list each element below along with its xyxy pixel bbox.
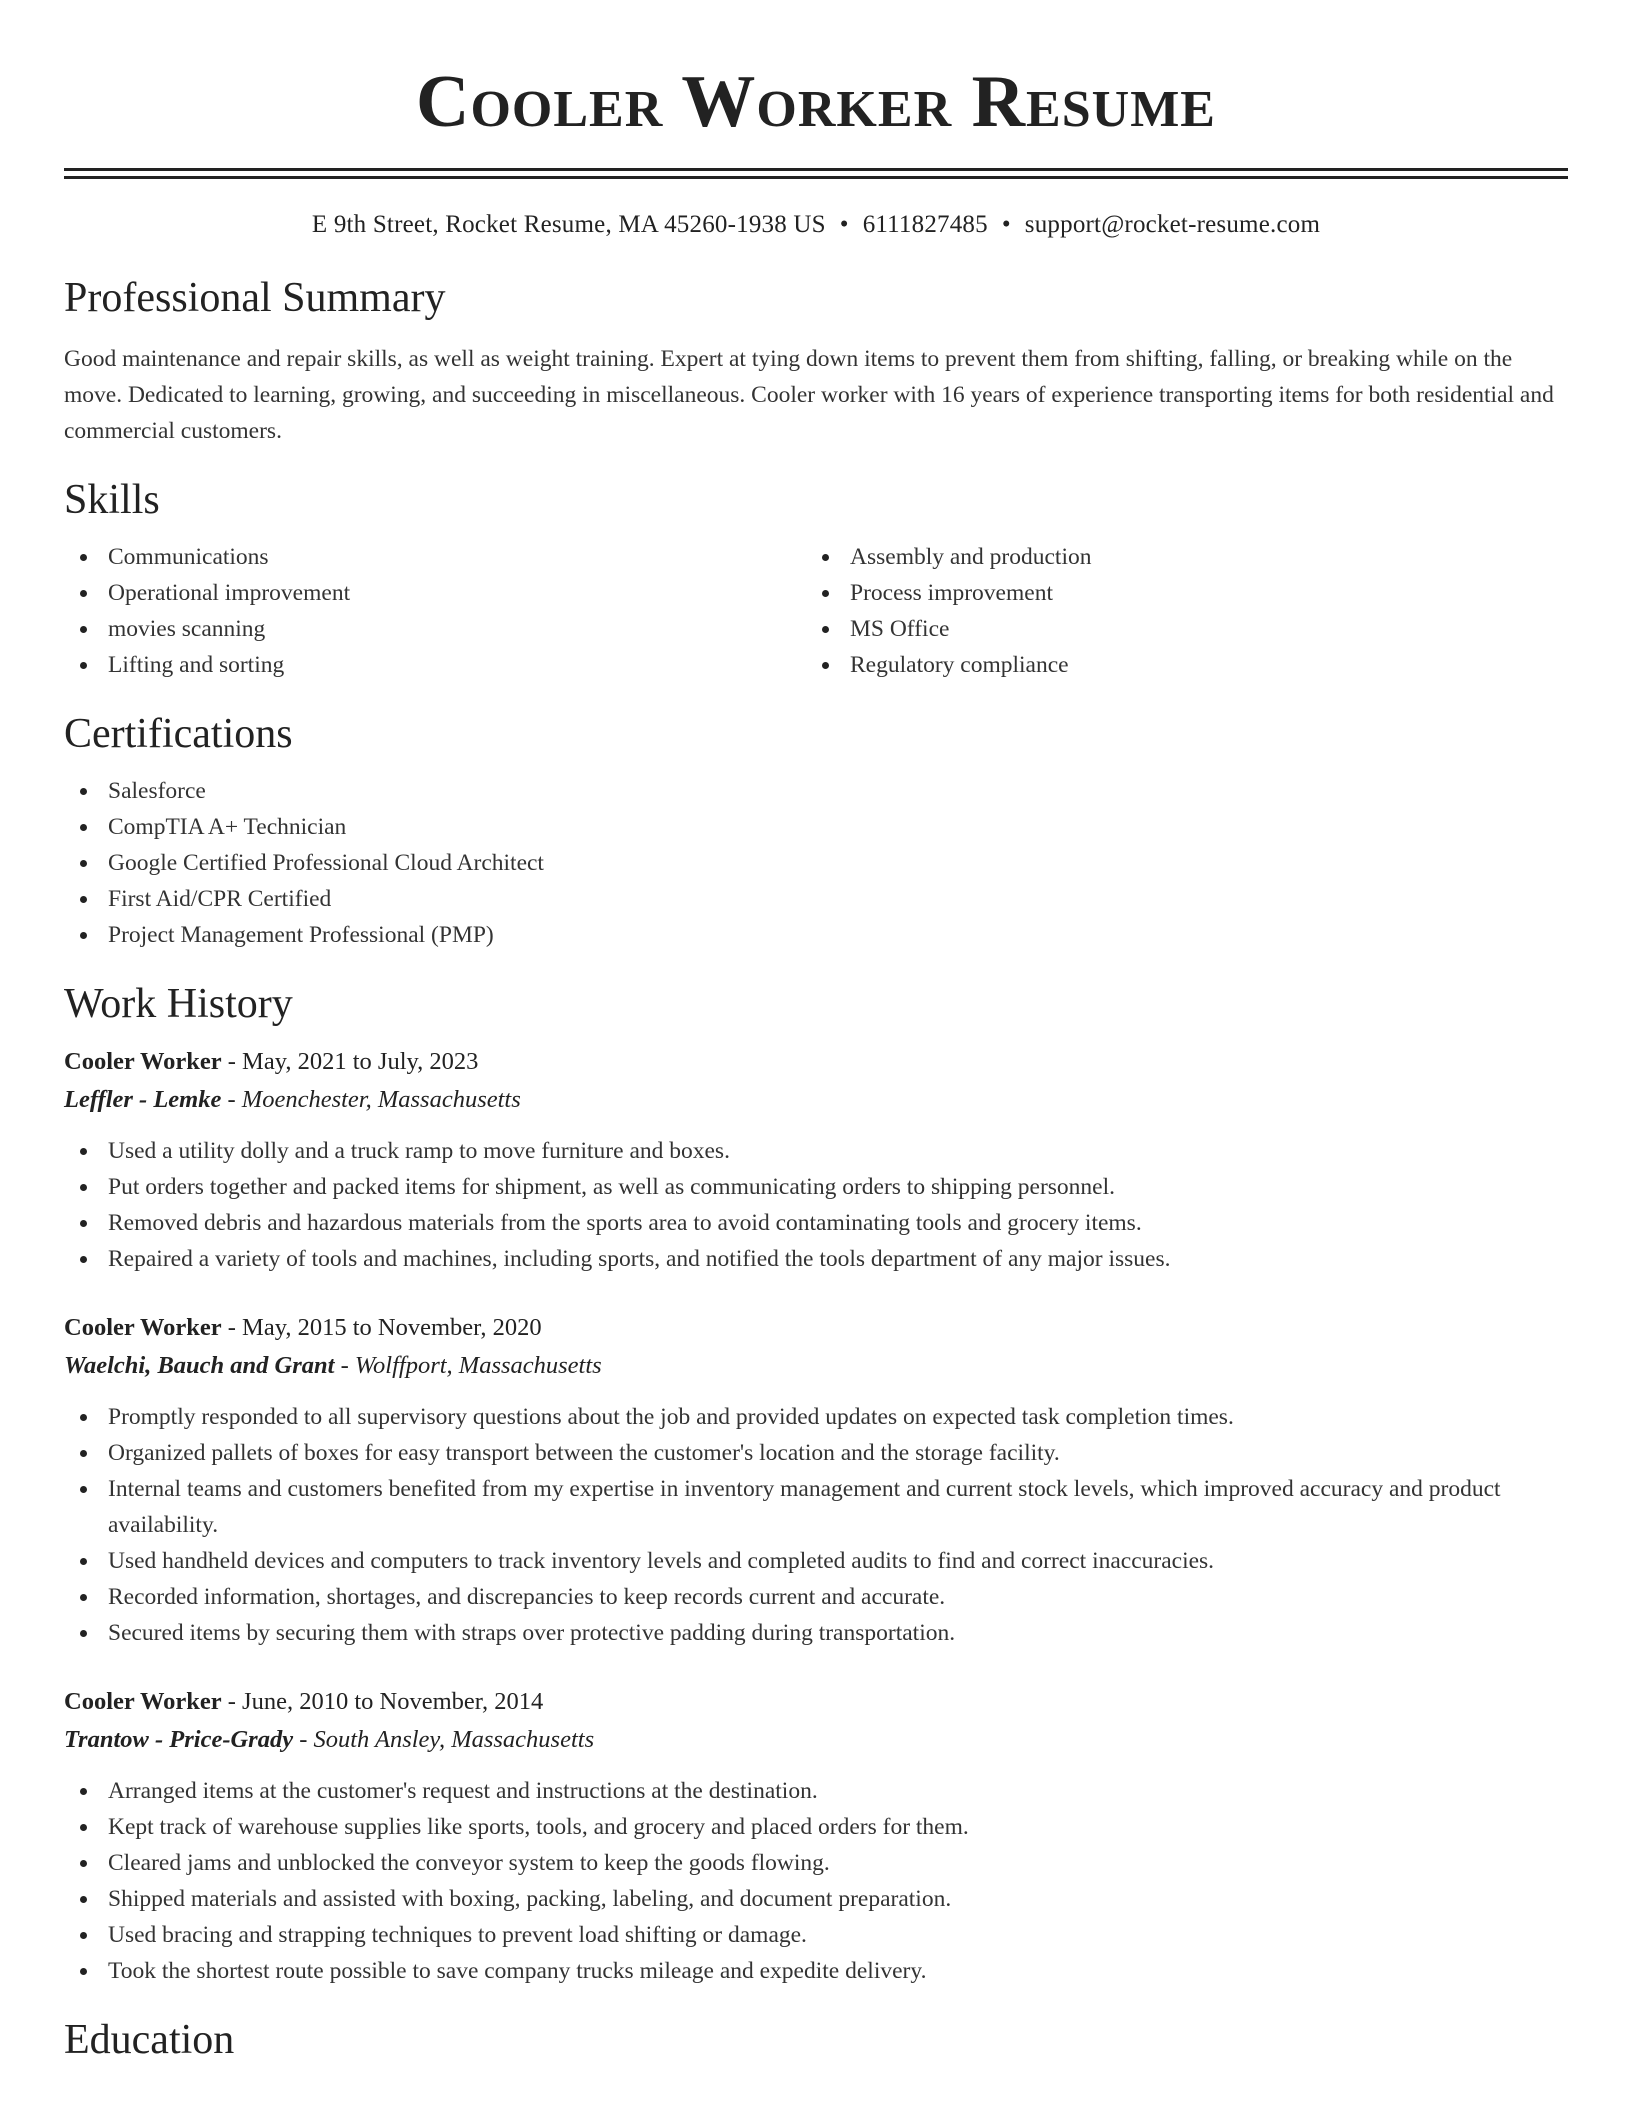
summary-text: Good maintenance and repair skills, as well as weight training. Expert at tying down items to prevent them from shifting, falling, or breaking while on the move. Dedicated to learning, growing, and succeeding in miscellaneous. Cooler worker with 16 years of experience transporting items for both residential and commercial customers. <box>64 346 1554 444</box>
company-name: Waelchi, Bauch and Grant <box>64 1352 335 1379</box>
job-bullet: Used a utility dolly and a truck ramp to move furniture and boxes. <box>108 1133 1568 1169</box>
certifications-heading: Certifications <box>64 711 293 757</box>
job-bullet: Secured items by securing them with straps over protective padding during transportation. <box>108 1615 1568 1651</box>
skills-grid <box>64 539 1568 683</box>
job-dates: - May, 2021 to July, 2023 <box>221 1048 479 1075</box>
contact-email: support@rocket-resume.com <box>1024 211 1321 238</box>
job-bullet: Repaired a variety of tools and machines, including sports, and notified the tools department of any major issues. <box>108 1241 1568 1277</box>
job-bullet: Took the shortest route possible to save company trucks mileage and expedite delivery. <box>108 1953 1568 1989</box>
job-bullet: Arranged items at the customer's request and instructions at the destination. <box>108 1773 1568 1809</box>
skills-list-left <box>64 539 806 683</box>
job-title-line <box>64 1309 1568 1347</box>
company-location: - Moenchester, Massachusetts <box>221 1086 521 1113</box>
job-title-line <box>64 1043 1568 1081</box>
job-bullet: Organized pallets of boxes for easy transport between the customer's location and the storage facility. <box>108 1435 1568 1471</box>
job-dates: - June, 2010 to November, 2014 <box>221 1688 544 1715</box>
skill-item: movies scanning <box>108 611 806 647</box>
skill-item: Regulatory compliance <box>850 647 1548 683</box>
skill-item: Communications <box>108 539 806 575</box>
job-title: Cooler Worker <box>64 1314 222 1341</box>
certification-item: Google Certified Professional Cloud Architect <box>108 845 1568 881</box>
certification-item: CompTIA A+ Technician <box>108 809 1568 845</box>
skill-item: Lifting and sorting <box>108 647 806 683</box>
company-line <box>64 1347 1568 1385</box>
job-bullet: Cleared jams and unblocked the conveyor system to keep the goods flowing. <box>108 1845 1568 1881</box>
job-bullets <box>64 1773 1568 1989</box>
job-title: Cooler Worker <box>64 1048 222 1075</box>
job-bullet: Shipped materials and assisted with boxing, packing, labeling, and document preparation. <box>108 1881 1568 1917</box>
job-dates: - May, 2015 to November, 2020 <box>221 1314 542 1341</box>
skills-heading: Skills <box>64 477 160 523</box>
bullet-separator: • <box>839 211 849 238</box>
skill-item: MS Office <box>850 611 1548 647</box>
job-bullet: Recorded information, shortages, and discrepancies to keep records current and accurate. <box>108 1579 1568 1615</box>
education-heading: Education <box>64 2017 235 2063</box>
resume-page <box>64 0 1568 2065</box>
company-name: Leffler - Lemke <box>64 1086 222 1113</box>
bullet-separator: • <box>1001 211 1011 238</box>
skills-list-right <box>806 539 1548 683</box>
company-line <box>64 1721 1568 1759</box>
job-title-line <box>64 1683 1568 1721</box>
company-name: Trantow - Price-Grady <box>64 1726 294 1753</box>
company-location: - Wolffport, Massachusetts <box>334 1352 602 1379</box>
job-entry <box>64 1309 1568 1651</box>
skill-item: Process improvement <box>850 575 1548 611</box>
job-bullet: Used bracing and strapping techniques to prevent load shifting or damage. <box>108 1917 1568 1953</box>
job-entry <box>64 1043 1568 1277</box>
job-bullet: Removed debris and hazardous materials from the sports area to avoid contaminating tools and grocery items. <box>108 1205 1568 1241</box>
job-bullet: Kept track of warehouse supplies like sports, tools, and grocery and placed orders for them. <box>108 1809 1568 1845</box>
job-bullet: Put orders together and packed items for shipment, as well as communicating orders to shipping personnel. <box>108 1169 1568 1205</box>
certification-item: Salesforce <box>108 773 1568 809</box>
job-bullets <box>64 1133 1568 1277</box>
summary-heading: Professional Summary <box>64 275 446 321</box>
work-history-heading: Work History <box>64 981 293 1027</box>
skills-column-right <box>806 539 1548 683</box>
job-bullet: Internal teams and customers benefited from my expertise in inventory management and current stock levels, which improved accuracy and product availability. <box>108 1471 1568 1543</box>
certifications-list <box>64 773 1568 953</box>
contact-line <box>64 209 1568 241</box>
title-double-rule <box>64 168 1568 179</box>
contact-address: E 9th Street, Rocket Resume, MA 45260-1938 US <box>311 211 826 238</box>
resume-title: Cooler Worker Resume <box>416 61 1216 143</box>
contact-phone: 6111827485 <box>862 211 988 238</box>
job-bullets <box>64 1399 1568 1651</box>
skills-column-left <box>64 539 806 683</box>
job-bullet: Used handheld devices and computers to track inventory levels and completed audits to find and correct inaccuracies. <box>108 1543 1568 1579</box>
certification-item: First Aid/CPR Certified <box>108 881 1568 917</box>
skill-item: Operational improvement <box>108 575 806 611</box>
job-bullet: Promptly responded to all supervisory questions about the job and provided updates on expected task completion times. <box>108 1399 1568 1435</box>
job-entry <box>64 1683 1568 1989</box>
certification-item: Project Management Professional (PMP) <box>108 917 1568 953</box>
company-location: - South Ansley, Massachusetts <box>293 1726 595 1753</box>
skill-item: Assembly and production <box>850 539 1548 575</box>
company-line <box>64 1081 1568 1119</box>
job-title: Cooler Worker <box>64 1688 222 1715</box>
